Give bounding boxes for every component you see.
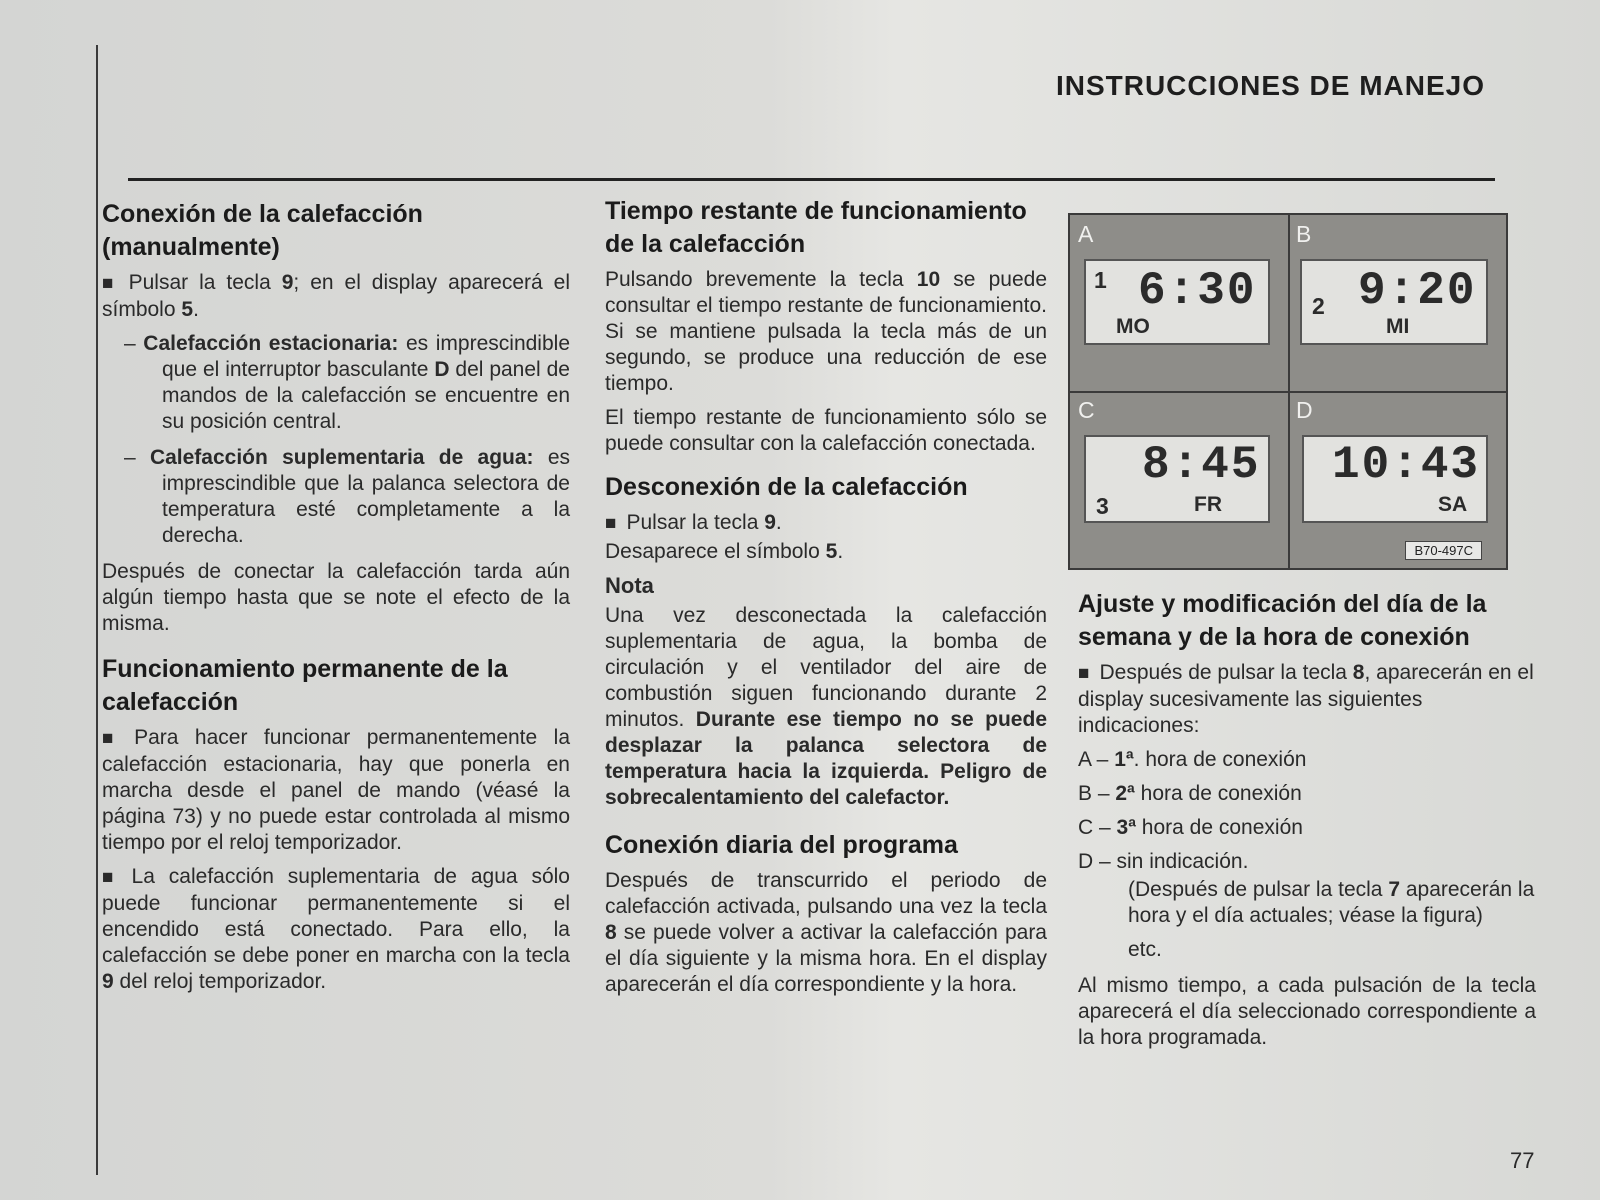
lcd-time: 6:30 (1138, 265, 1257, 317)
text: C – (1078, 816, 1117, 839)
item-label: Calefacción suplementaria de agua: (149, 446, 534, 469)
display-figure (1068, 213, 1508, 570)
key-number: 8 (1352, 661, 1365, 684)
text: Para hacer funcionar permanentemente la calefacción estacionaria, hay que ponerla en marcha desde el panel de mando (véasé la página 73) y no puede estar controlada al mismo tiempo por el reloj temporizador. (102, 726, 570, 854)
text: La calefacción suplementaria de agua sólo puede funcionar permanentemente si el encendido está conectado. Para ello, la calefacción se debe poner en marcha con la tecla (102, 865, 570, 967)
bullet-pulsar-9-off (605, 510, 1047, 537)
key-number: 9 (102, 970, 114, 993)
figure-code: B70-497C (1405, 541, 1482, 560)
item-label: Calefacción estacionaria: (143, 332, 399, 355)
ordinal: 3ª (1116, 816, 1136, 839)
lcd-slot-number: 2 (1312, 293, 1325, 319)
heading-ajuste: Ajuste y modificación del día de la semana y de la hora de conexión (1078, 590, 1487, 651)
page-number: 77 (1510, 1148, 1535, 1173)
text: es imprescindible que la palanca selectora de temperatura esté completamente a la derecha. (162, 446, 570, 547)
symbol-number: 5 (181, 298, 194, 321)
note-heading: Nota (605, 573, 654, 598)
text: Después de pulsar la tecla (1099, 661, 1353, 684)
text: hora de conexión (1134, 782, 1302, 805)
text: hora de conexión (1135, 816, 1303, 839)
text: se puede consultar el tiempo restante de funcionamiento. Si se mantiene pulsada la tecla más de un segundo, se produce una reducción de ese tiempo. (605, 268, 1047, 395)
header-rule (128, 178, 1495, 181)
item-estacionaria: – Calefacción estacionaria: es imprescindible que el interruptor basculante D del panel de mandos de la calefacción se encuentre en su posición central. (124, 332, 570, 433)
symbol-number: 5 (825, 540, 838, 563)
ordinal: 2ª (1115, 782, 1135, 805)
lcd-time: 8:45 (1142, 439, 1261, 491)
indication-c (1078, 815, 1536, 841)
key-number: 10 (916, 268, 941, 291)
lcd-time: 9:20 (1358, 265, 1477, 317)
bullet-suplementaria (102, 864, 570, 995)
item-suplementaria: – Calefacción suplementaria de agua: es imprescindible que la palanca selectora de temperatura esté completamente a la derecha. (124, 446, 570, 547)
warning-text: Durante ese tiempo no se puede desplazar la palanca selectora de temperatura hacia la izquierda. Peligro de sobrecalentamiento del calefactor. (605, 708, 1047, 809)
page-header: INSTRUCCIONES DE MANEJO (1055, 70, 1485, 101)
paragraph-tecla-10 (605, 267, 1047, 397)
indication-d: D – sin indicación. (1078, 850, 1249, 873)
heading-programa: Conexión diaria del programa (605, 831, 958, 859)
column-left (102, 198, 570, 1003)
text: A – (1078, 748, 1115, 771)
text: Desaparece el símbolo (605, 540, 826, 563)
text: Después de transcurrido el periodo de calefacción activada, pulsando una vez la tecla (605, 869, 1047, 918)
heading-tiempo-restante: Tiempo restante de funcionamiento de la calefacción (605, 197, 1027, 258)
text: . (193, 298, 199, 321)
paragraph-programa (605, 868, 1047, 998)
text: . (775, 511, 782, 534)
key-number: 7 (1388, 878, 1400, 901)
heading-conexion: Conexión de la calefacción (manualmente) (102, 200, 423, 261)
paragraph-consultar: El tiempo restante de funcionamiento sólo se puede consultar con la calefacción conectada. (605, 406, 1047, 455)
key-number: 9 (764, 511, 776, 534)
text: del panel de mandos de la calefacción se encuentre en su posición central. (162, 358, 570, 433)
note-text (605, 603, 1047, 811)
text: aparecerán la hora y el día actuales; véase la figura) (1128, 878, 1535, 927)
indication-d-note (1078, 877, 1536, 929)
indication-b (1078, 781, 1536, 807)
lcd-display-b (1300, 259, 1488, 345)
text: del reloj temporizador. (113, 970, 327, 993)
panel-label-c: C (1078, 397, 1095, 423)
text: B – (1078, 782, 1116, 805)
text: Pulsar la tecla (626, 511, 765, 534)
column-right (1078, 588, 1536, 1059)
text: . (837, 540, 844, 563)
bullet-pulsar-8 (1078, 660, 1536, 739)
figure-divider-h (1070, 391, 1506, 393)
bullet-estacionaria (102, 725, 570, 856)
text: ; en el display aparecerá el símbolo (102, 271, 570, 321)
indication-list (1078, 747, 1536, 963)
lcd-display-c (1084, 435, 1270, 523)
lcd-display-d (1302, 435, 1488, 523)
text: , aparecerán en el display sucesivamente las siguientes indicaciones: (1078, 661, 1534, 737)
lcd-day: MO (1116, 315, 1150, 338)
text: Pulsar la tecla (128, 271, 282, 294)
text: Una vez desconectada la calefacción suplementaria de agua, la bomba de circulación y el ventilador del aire de combustión siguen funcionando durante 2 minutos. (605, 604, 1047, 731)
paragraph-efecto: Después de conectar la calefacción tarda aún algún tiempo hasta que se note el efecto de la misma. (102, 560, 570, 635)
lcd-slot-number: 1 (1094, 267, 1107, 293)
text: se puede volver a activar la calefacción para el día siguiente y la misma hora. En el display aparecerán el día correspondiente y la hora. (605, 921, 1047, 996)
lcd-display-a (1084, 259, 1270, 345)
page-edge-line (96, 45, 98, 1175)
paragraph-simbolo (605, 539, 1047, 565)
heading-desconexion: Desconexión de la calefacción (605, 473, 968, 501)
key-number: 8 (605, 921, 617, 944)
text: Pulsando brevemente la tecla (605, 268, 917, 291)
key-letter: D (434, 358, 450, 381)
panel-label-a: A (1078, 221, 1094, 247)
panel-label-d: D (1296, 397, 1313, 423)
ordinal: 1ª (1114, 748, 1134, 771)
column-middle (605, 195, 1047, 1006)
paragraph-dia: Al mismo tiempo, a cada pulsación de la tecla aparecerá el día seleccionado correspondiente a la hora programada. (1078, 974, 1536, 1049)
key-number: 9 (281, 271, 294, 294)
text: . hora de conexión (1133, 748, 1307, 771)
text: (Después de pulsar la tecla (1128, 878, 1389, 901)
panel-label-b: B (1296, 221, 1312, 247)
indication-a (1078, 747, 1536, 773)
lcd-day: FR (1194, 493, 1222, 516)
lcd-day: SA (1438, 493, 1468, 516)
lcd-day: MI (1386, 315, 1410, 338)
heading-permanente: Funcionamiento permanente de la calefacción (102, 655, 508, 716)
text: es imprescindible que el interruptor basculante (162, 332, 570, 381)
lcd-time: 10:43 (1332, 439, 1481, 491)
indication-etc: etc. (1128, 938, 1162, 961)
lcd-slot-number: 3 (1096, 493, 1109, 519)
bullet-pulsar-9 (102, 270, 570, 323)
